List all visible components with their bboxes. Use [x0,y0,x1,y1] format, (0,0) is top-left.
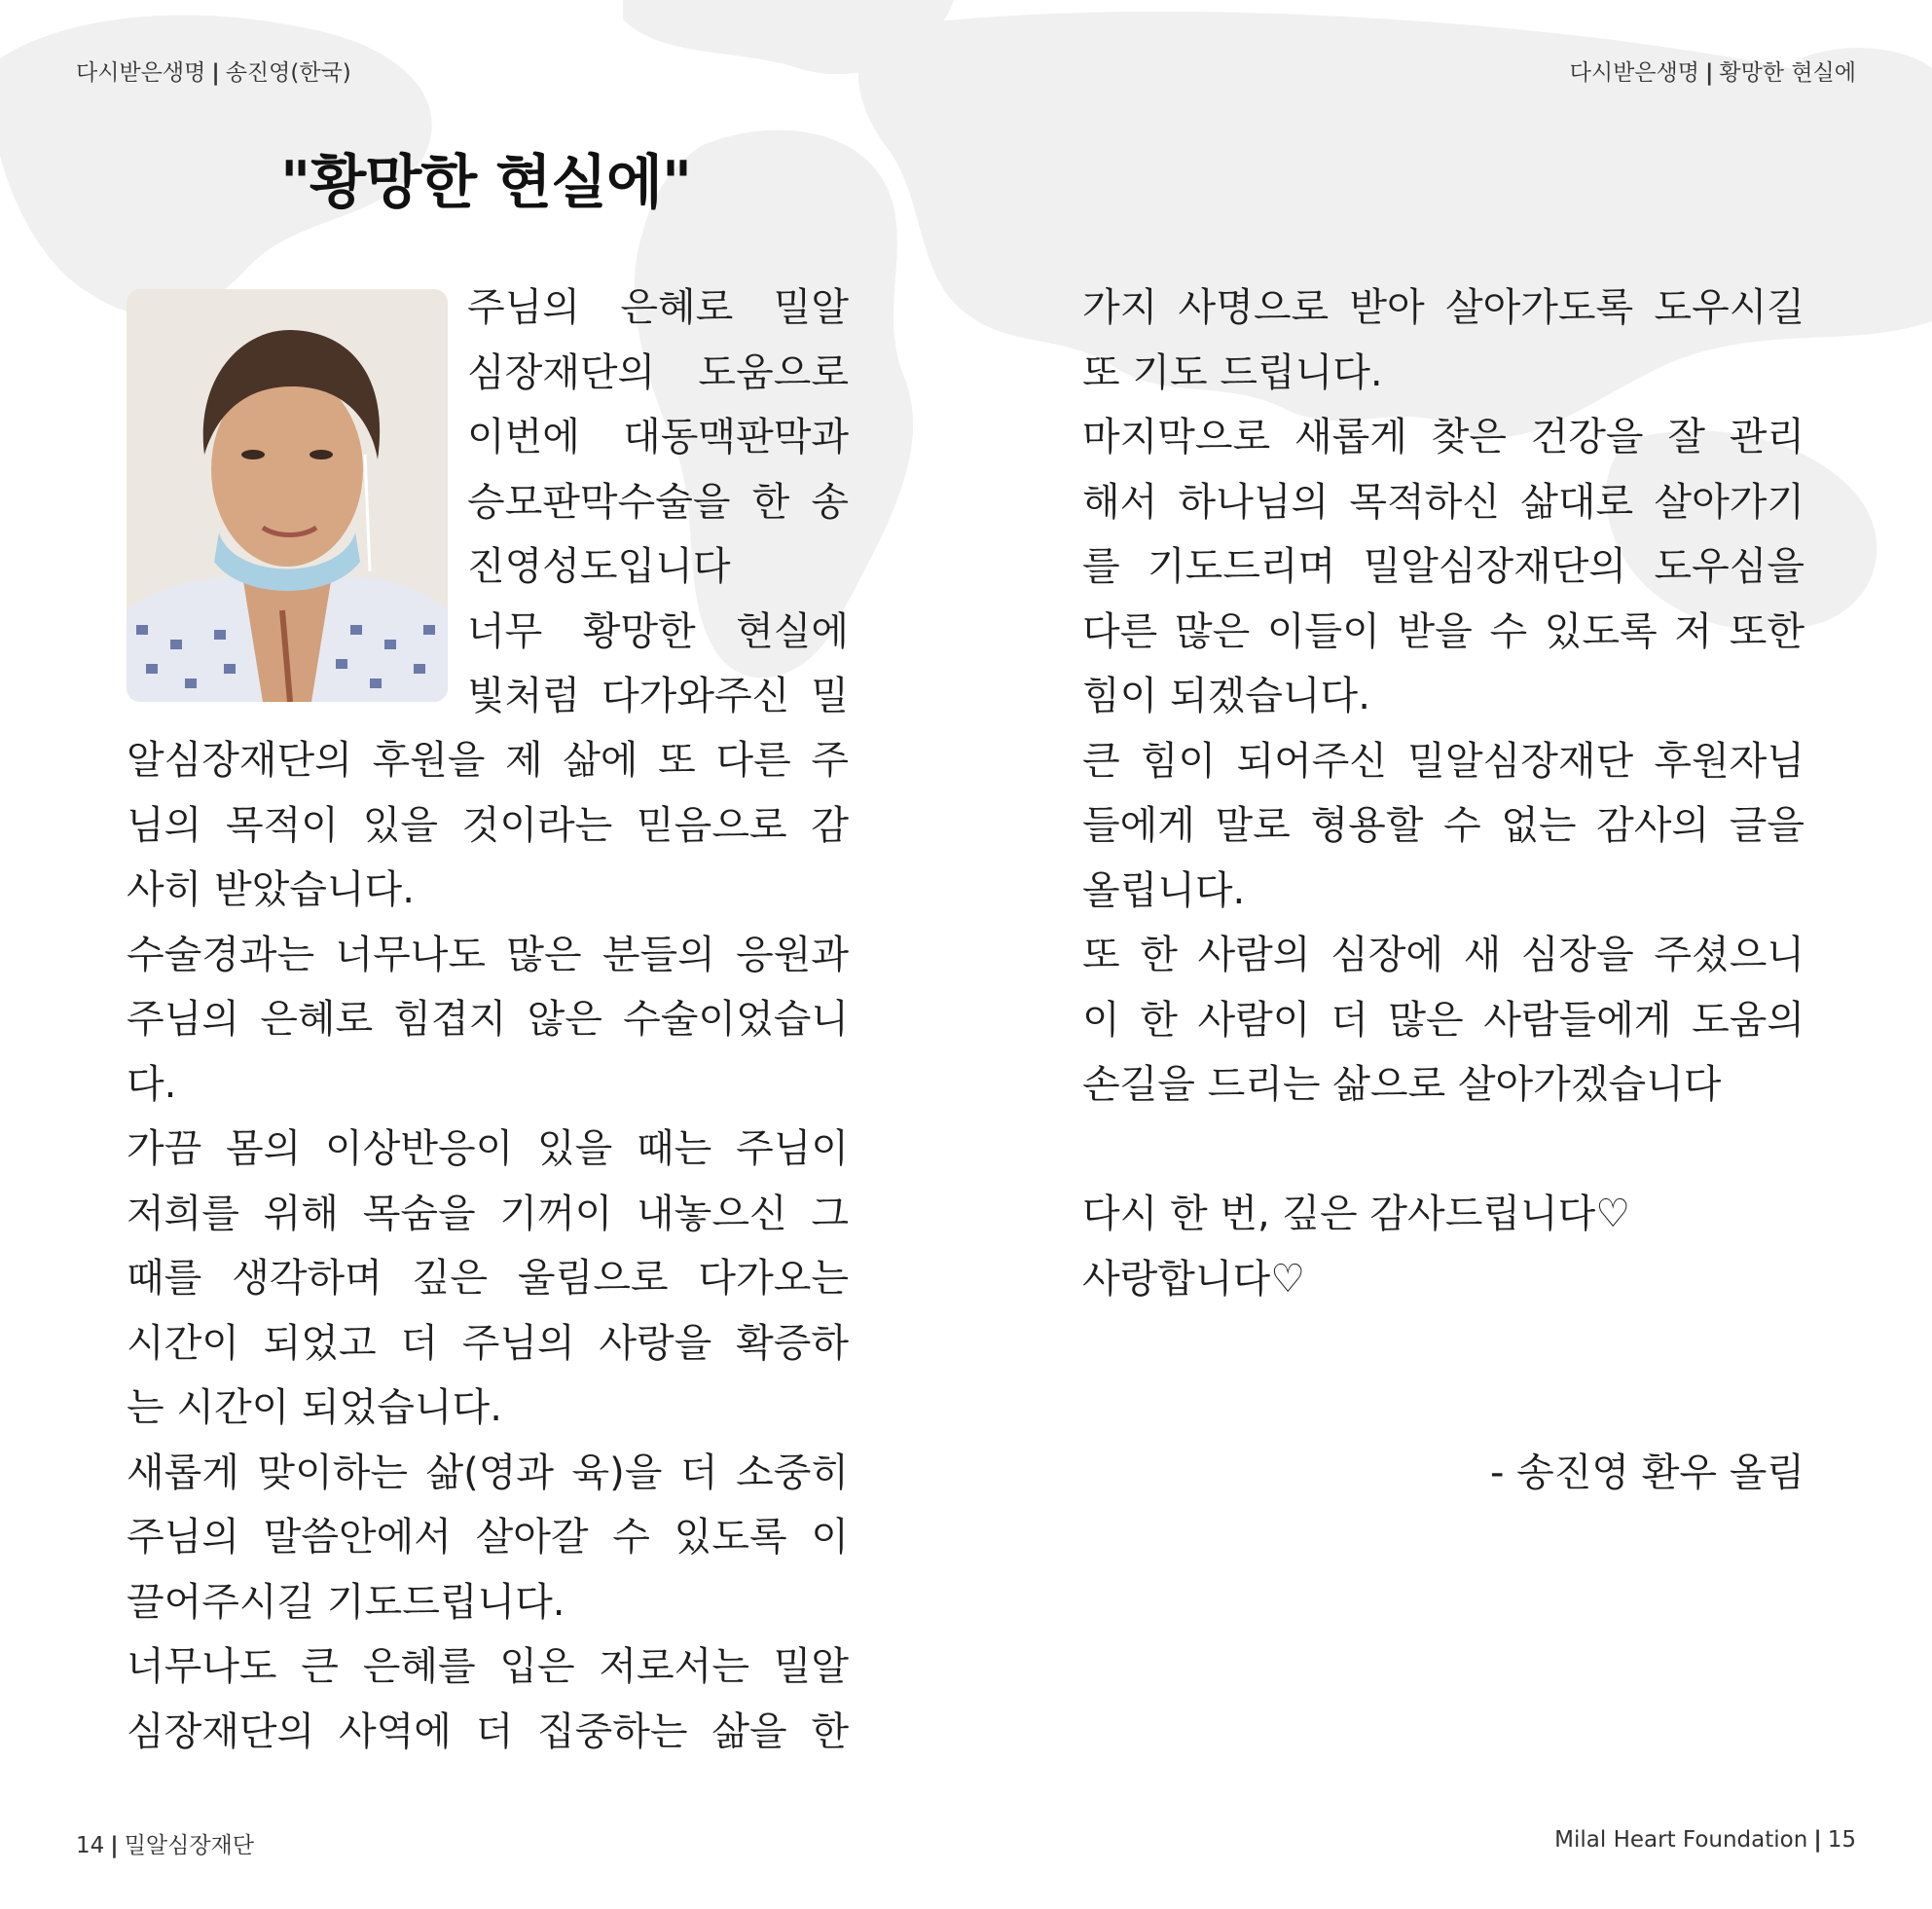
text-line: 들에게 말로 형용할 수 없는 감사의 글을 [1082,803,1804,848]
paragraph-gap [1082,1377,1804,1442]
text-line: 새롭게 맞이하는 삶(영과 육)을 더 소중히 [127,1450,849,1495]
header-section: 다시받은생명 [76,60,206,86]
text-line: 올립니다. [1082,867,1246,913]
text-line: 수술경과는 너무나도 많은 분들의 응원과 [127,932,849,977]
text-line: 주님의 말씀안에서 살아갈 수 있도록 이 [127,1515,849,1560]
text-line: 주님의 은혜로 힘겹지 않은 수술이었습니 [127,997,849,1042]
text-line: 를 기도드리며 밀알심장재단의 도우심을 [1082,544,1804,589]
page-header-left [76,55,351,87]
footer-divider: | [110,1833,119,1858]
paragraph-gap [1082,1311,1804,1377]
text-line: 마지막으로 새롭게 찾은 건강을 잘 관리 [1082,415,1804,459]
footer-org: 밀알심장재단 [124,1833,254,1858]
text-line: 해서 하나님의 목적하신 삶대로 살아가기 [1082,479,1804,525]
text-line: 큰 힘이 되어주신 밀알심장재단 후원자님 [1082,738,1804,784]
header-sub: 송진영(한국) [225,60,351,86]
header-sub: 황망한 현실에 [1719,60,1856,86]
text-line: 심장재단의 도움으로 [467,349,849,395]
text-line: 가지 사명으로 받아 살아가도록 도우시길 [1082,285,1804,330]
text-line: 는 시간이 되었습니다. [127,1385,502,1430]
page-number: 14 [76,1833,105,1858]
text-line: 가끔 몸의 이상반응이 있을 때는 주님이 [127,1126,849,1171]
text-line: 빛처럼 다가와주신 밀 [467,674,849,718]
signature: - 송진영 환우 올림 [1489,1450,1804,1495]
text-line: 끌어주시길 기도드립니다. [127,1579,565,1625]
text-line: 사히 받았습니다. [127,867,415,912]
text-beside-photo [467,275,849,729]
article-title: "황망한 현실에" [280,149,692,217]
text-line: 다른 많은 이들이 받을 수 있도록 저 또한 [1082,608,1804,654]
left-column-text [127,728,849,1764]
text-line: 알심장재단의 후원을 제 삶에 또 다른 주 [127,738,849,783]
header-divider: | [211,60,220,86]
paragraph-gap [1082,1118,1804,1183]
footer-divider: | [1813,1827,1822,1853]
text-line: 또 기도 드립니다. [1082,349,1383,395]
footer-org: Milal Heart Foundation [1554,1827,1808,1853]
page-footer-right [1554,1827,1856,1853]
header-divider: | [1704,60,1714,86]
page-footer-left [76,1827,254,1859]
page-number: 15 [1827,1827,1856,1853]
text-line: 너무 황망한 현실에 [467,608,849,654]
text-line: 다. [127,1061,177,1107]
text-line: 이 한 사람이 더 많은 사람들에게 도움의 [1082,997,1804,1043]
closing-line: 다시 한 번, 깊은 감사드립니다♡ [1082,1192,1631,1236]
text-line: 진영성도입니다 [467,544,731,589]
text-line: 너무나도 큰 은혜를 입은 저로서는 밀알 [127,1644,849,1689]
right-column-text [1082,275,1804,1506]
text-line: 힘이 되겠습니다. [1082,674,1370,718]
header-section: 다시받은생명 [1569,60,1699,86]
text-line: 또 한 사람의 심장에 새 심장을 주셨으니 [1082,933,1804,977]
text-line: 때를 생각하며 깊은 울림으로 다가오는 [127,1256,849,1301]
text-line: 이번에 대동맥판막과 [467,415,849,459]
text-line: 주님의 은혜로 밀알 [467,285,849,330]
text-line: 승모판막수술을 한 송 [467,479,849,525]
closing-line: 사랑합니다♡ [1082,1256,1306,1302]
text-line: 심장재단의 사역에 더 집중하는 삶을 한 [127,1708,849,1754]
text-line: 시간이 되었고 더 주님의 사랑을 확증하 [127,1320,849,1366]
text-line: 님의 목적이 있을 것이라는 믿음으로 감 [127,802,849,848]
text-line: 손길을 드리는 삶으로 살아가겠습니다 [1082,1062,1722,1107]
text-line: 저희를 위해 목숨을 기꺼이 내놓으신 그 [127,1191,849,1236]
patient-photo [127,289,448,702]
page-header-right [1570,55,1856,87]
